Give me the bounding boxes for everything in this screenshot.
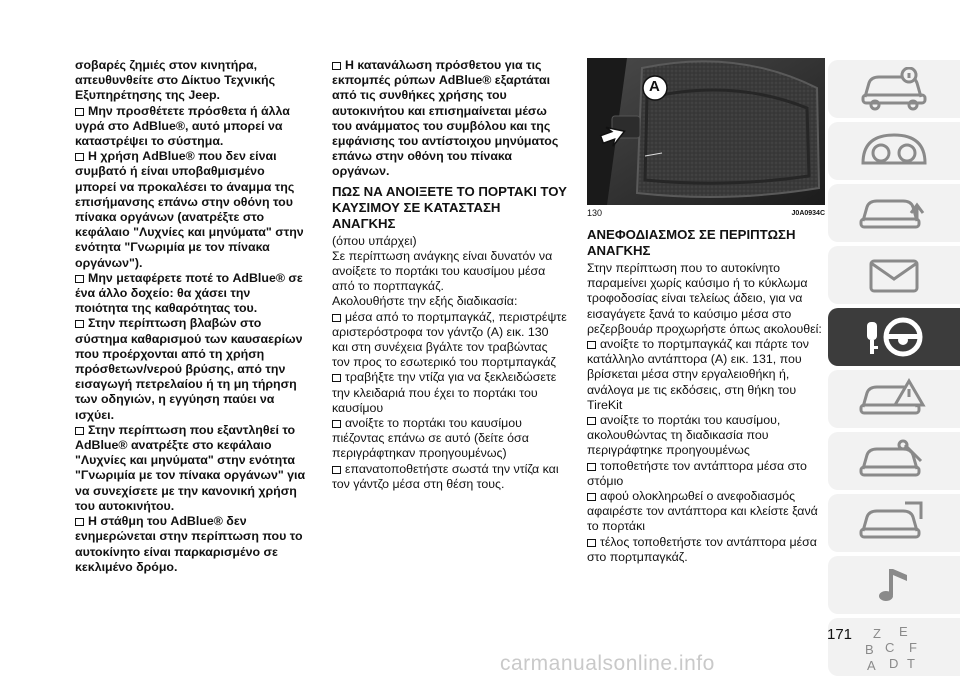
step-item: [332, 310, 567, 371]
alphabet-index-icon: [859, 622, 929, 672]
svg-text:D: D: [889, 656, 899, 671]
svg-text:C: C: [885, 640, 895, 655]
checkbox-bullet-icon: [587, 417, 596, 425]
warning-text: Μην προσθέτετε πρόσθετα ή άλλα υγρά στο AdBlue®, αυτό μπορεί να καταστρέψει το σύστημα.: [75, 103, 290, 149]
step-item: [332, 462, 567, 492]
step-text: ανοίξτε το πορτάκι του καυσίμου, ακολουθώντας τη διαδικασία που περιγράφτηκε προηγουμένως: [587, 413, 781, 458]
paragraph: Στην περίπτωση που το αυτοκίνητο παραμείνει χωρίς καύσιμο ή το κύκλωμα τροφοδοσίας είναι τελείως άδειο, για να εισαγάγετε ξανά το καύσιμο μέσα στο ρεζερβουάρ προχωρήστε όπως ακολουθεί:: [587, 261, 822, 336]
warning-text: Στην περίπτωση που εξαντληθεί το AdBlue® ανατρέξτε στο κεφάλαιο "Λυχνίες και μηνύματα" στην ενότητα "Γνωριμία με τον πίνακα οργάνων" για να συνεχίσετε με την κανονική χρήση του αυτοκινήτου.: [75, 422, 306, 513]
step-text: τέλος τοποθετήστε τον αντάπτορα μέσα στο πορτμπαγκάζ.: [587, 534, 817, 564]
warning-text: Η χρήση AdBlue® που δεν είναι συμβατό ή είναι υποβαθμισμένο μπορεί να προκαλέσει το άναμμα της επισήμανσης επάνω στην οθόνη του πίνακα οργάνων (ανατρέξτε στο κεφάλαιο "Λυχνίες και μηνύματα" στην ενότητα "Γνωριμία με τον πίνακα οργάνων").: [75, 149, 304, 270]
step-item: [587, 413, 825, 459]
step-item: [587, 337, 825, 413]
car-info-icon: [859, 67, 929, 111]
tab-multimedia[interactable]: [828, 556, 960, 614]
checkbox-bullet-icon: [587, 539, 596, 547]
checkbox-bullet-icon: [75, 108, 84, 116]
car-specs-icon: [859, 501, 929, 545]
svg-text:E: E: [899, 624, 908, 639]
checkbox-bullet-icon: [332, 62, 341, 70]
checkbox-bullet-icon: [75, 153, 84, 161]
svg-text:T: T: [907, 656, 915, 671]
paragraph: Σε περίπτωση ανάγκης είναι δυνατόν να ανοίξετε το πορτάκι του καυσίμου μέσα από το πορτπαγκάζ.: [332, 248, 553, 294]
key-steering-icon: [859, 312, 929, 362]
svg-text:Z: Z: [873, 626, 881, 641]
figure-caption: [587, 208, 825, 219]
warning-item: [332, 58, 567, 180]
checkbox-bullet-icon: [587, 493, 596, 501]
dashboard-icon: [859, 129, 929, 173]
step-text: τοποθετήστε τον αντάπτορα μέσα στο στόμιο: [587, 458, 807, 488]
svg-text:A: A: [867, 658, 876, 672]
envelope-icon: [859, 253, 929, 297]
tab-messages[interactable]: [828, 246, 960, 304]
checkbox-bullet-icon: [75, 320, 84, 328]
checkbox-bullet-icon: [75, 427, 84, 435]
tab-car-safety[interactable]: [828, 184, 960, 242]
checkbox-bullet-icon: [587, 463, 596, 471]
warning-text: Στην περίπτωση βλαβών στο σύστημα καθαρισμού των καυσαερίων που προέρχονται από τη χρήση πρόσθετων/νερού βρύσης, από την εισαγωγή πετρελαίου ή τη μη τήρηση των οδηγιών, η εγγύηση παύει να ισχύει.: [75, 316, 303, 422]
step-item: [587, 489, 825, 535]
tab-car-warning[interactable]: [828, 370, 960, 428]
step-text: ανοίξτε το πορτμπαγκάζ και πάρτε τον κατάλληλο αντάπτορα (A) εικ. 131, που βρίσκεται μέσα στην εργαλειοθήκη ή, ανάλογα με τις εκδόσεις, στη θήκη του TireKit: [587, 337, 809, 412]
callout-label: A: [649, 78, 660, 95]
intro-line: σοβαρές ζημιές στον κινητήρα,: [75, 58, 258, 72]
step-text: αφού ολοκληρωθεί ο ανεφοδιασμός αφαιρέστε τον αντάπτορα και κλείστε ξανά το πορτάκι: [587, 489, 818, 534]
page-number: 171: [827, 626, 853, 643]
figure-photo: [587, 58, 825, 205]
warning-text: Η κατανάλωση πρόσθετου για τις εκπομπές ρύπων AdBlue® εξαρτάται από τις συνθήκες χρήσης του αυτοκινήτου και επισημαίνεται μέσω του ανάμματος του συμβόλου και της εμφάνισης του αντίστοιχου μηνύματος επάνω στην οθόνη του πίνακα οργάνων.: [332, 58, 559, 179]
checkbox-bullet-icon: [75, 275, 84, 283]
section-heading: ΠΩΣ ΝΑ ΑΝΟΙΞΕΤΕ ΤΟ ΠΟΡΤΑΚΙ ΤΟΥ ΚΑΥΣΙΜΟΥ ΣΕ ΚΑΤΑΣΤΑΣΗ ΑΝΑΓΚΗΣ: [332, 183, 567, 231]
step-text: μέσα από το πορτμπαγκάζ, περιστρέψτε αριστερόστροφα τον γάντζο (A) εικ. 130 και στη συνέχεια βγάλτε τον τραβώντας τον προς το εσωτερικό του πορτμπαγκάζ: [332, 309, 567, 370]
checkbox-bullet-icon: [587, 341, 596, 349]
watermark: carmanualsonline.info: [500, 652, 715, 675]
svg-text:F: F: [909, 640, 917, 655]
figure-number: 130: [587, 208, 603, 218]
step-item: [587, 535, 825, 565]
step-text: ανοίξτε το πορτάκι του καυσίμου πιέζοντας επάνω σε αυτό (δείτε όσα περιγράφτηκαν προηγουμένως): [332, 416, 529, 461]
step-item: [587, 459, 825, 489]
step-text: τραβήξτε την ντίζα για να ξεκλειδώσετε την κλειδαριά που έχει το πορτάκι του καυσίμου: [332, 370, 557, 415]
chapter-tabs: [828, 60, 960, 680]
warning-item: [75, 514, 307, 575]
middle-column: [332, 58, 567, 492]
checkbox-bullet-icon: [75, 518, 84, 526]
car-warning-icon: [859, 377, 929, 421]
warning-text: Μην μεταφέρετε ποτέ το AdBlue® σε ένα άλλο δοχείο: θα χάσει την ποιότητα της καθαρότητας του.: [75, 270, 303, 316]
paragraph: Ακολουθήστε την εξής διαδικασία:: [332, 294, 518, 309]
right-column: [587, 58, 825, 565]
warning-item: [75, 316, 307, 422]
tab-car-specs[interactable]: [828, 494, 960, 552]
svg-text:B: B: [865, 642, 874, 657]
music-note-icon: [859, 563, 929, 607]
section-heading: ΑΝΕΦΟΔΙΑΣΜΟΣ ΣΕ ΠΕΡΙΠΤΩΣΗ ΑΝΑΓΚΗΣ: [587, 227, 796, 258]
tab-car-info[interactable]: [828, 60, 960, 118]
checkbox-bullet-icon: [332, 420, 341, 428]
figure-code: J0A0934C: [791, 210, 825, 217]
checkbox-bullet-icon: [332, 374, 341, 382]
checkbox-bullet-icon: [332, 466, 341, 474]
warning-item: [75, 423, 307, 514]
step-text: επανατοποθετήστε σωστά την ντίζα και τον γάντζο μέσα στη θέση τους.: [332, 461, 559, 491]
warning-item: [75, 149, 307, 271]
paragraph: (όπου υπάρχει): [332, 233, 417, 248]
step-item: [332, 416, 567, 462]
tab-driving[interactable]: [828, 308, 960, 366]
warning-text: Η στάθμη του AdBlue® δεν ενημερώνεται στην περίπτωση που το αυτοκίνητο είναι παρκαρισμένο σε κεκλιμένο δρόμο.: [75, 514, 303, 574]
warning-item: [75, 104, 307, 150]
intro-line: Εξυπηρέτησης της Jeep.: [75, 88, 221, 103]
car-safety-icon: [859, 191, 929, 235]
tab-dashboard[interactable]: [828, 122, 960, 180]
step-item: [332, 370, 567, 416]
tab-car-maintenance[interactable]: [828, 432, 960, 490]
intro-line: απευθυνθείτε στο Δίκτυο Τεχνικής: [75, 73, 276, 88]
left-column: [75, 58, 307, 575]
trunk-panel-illustration: [587, 58, 825, 205]
car-wrench-icon: [859, 439, 929, 483]
checkbox-bullet-icon: [332, 314, 341, 322]
warning-item: [75, 271, 307, 317]
